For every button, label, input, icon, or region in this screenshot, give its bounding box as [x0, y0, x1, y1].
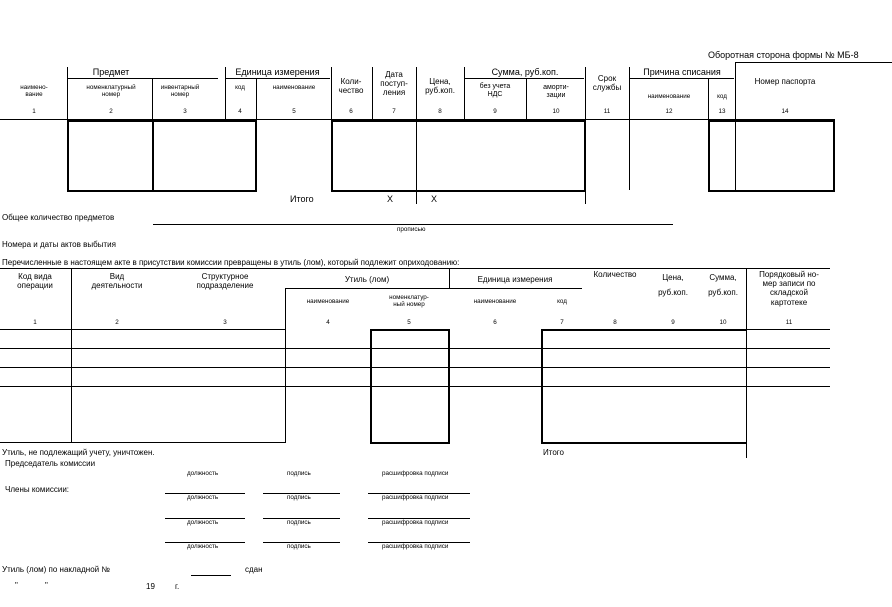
t2-col-unit-name: наименование: [473, 298, 517, 305]
col-number: 5: [292, 108, 296, 115]
t2-col-unit-code: код: [557, 298, 567, 305]
t2-col-scrap-nomen: номенклатур- ный номер: [389, 294, 429, 309]
t2-col-op-code: Код вида операции: [17, 272, 53, 291]
header-sum: Сумма, руб.коп.: [491, 67, 559, 77]
t2-col-price: Цена, руб.коп.: [658, 273, 688, 298]
header-unit: Единица измерения: [235, 67, 320, 77]
col-number: 3: [183, 108, 187, 115]
col-name: наимено- вание: [20, 84, 48, 99]
t2-col-record: Порядковый но- мер записи по складской картотеке: [759, 270, 819, 307]
x-mark: X: [431, 194, 438, 204]
invoice-number-line: [191, 575, 231, 576]
col-number: 1: [32, 108, 36, 115]
col-number: 13: [718, 108, 726, 115]
year-suffix: г.: [175, 582, 180, 591]
handed-label: сдан: [245, 565, 263, 574]
sig-position-label: должность: [187, 543, 219, 550]
date-quote-close: ": [45, 581, 48, 590]
x-mark: X: [387, 194, 394, 204]
t2-group-scrap: Утиль (лом): [344, 275, 390, 284]
table2-total-label: Итого: [543, 448, 564, 457]
col-number: 6: [493, 319, 497, 326]
col-number: 8: [438, 108, 442, 115]
scrap-text: Перечисленные в настоящем акте в присутствии комиссии превращены в утиль (лом), который подлежит оприходованию:: [2, 258, 460, 267]
sig-decoding-label: расшифровка подписи: [382, 470, 449, 477]
col-nomenclature: номенклатурный номер: [86, 84, 136, 99]
sig-signature-label: подпись: [287, 519, 311, 526]
members-label: Члены комиссии:: [5, 485, 70, 494]
date-quote-open: ": [15, 581, 18, 590]
header-subject: Предмет: [92, 67, 130, 77]
col-unit-code: код: [235, 84, 245, 91]
col-price: Цена, руб.коп.: [425, 77, 455, 96]
col-unit-name: наименование: [272, 84, 316, 91]
t2-col-division: Структурное подразделение: [196, 272, 254, 291]
total-items-line: [153, 224, 673, 225]
t2-col-scrap-name: наименование: [306, 298, 350, 305]
col-number: 10: [719, 319, 727, 326]
sig-position-label: должность: [187, 494, 219, 501]
invoice-label: Утиль (лом) по накладной №: [2, 565, 110, 574]
col-qty: Коли- чество: [338, 77, 364, 96]
col-number: 11: [785, 319, 793, 326]
col-number: 4: [238, 108, 242, 115]
table1-total-label: Итого: [290, 194, 314, 204]
col-reason-code: код: [717, 93, 727, 100]
in-words-label: прописью: [397, 226, 426, 233]
chairman-label: Председатель комиссии: [5, 459, 96, 468]
sig-signature-label: подпись: [287, 494, 311, 501]
col-number: 7: [392, 108, 396, 115]
col-service: Срок службы: [592, 74, 622, 93]
col-number: 5: [407, 319, 411, 326]
total-items-label: Общее количество предметов: [2, 213, 115, 222]
col-number: 2: [115, 319, 119, 326]
sig-position-label: должность: [187, 519, 219, 526]
col-number: 12: [665, 108, 673, 115]
sig-position-label: должность: [187, 470, 219, 477]
col-no-vat: без учета НДС: [479, 83, 511, 99]
t2-col-qty: Количество: [593, 270, 637, 279]
sig-decoding-label: расшифровка подписи: [382, 543, 449, 550]
col-number: 9: [493, 108, 497, 115]
col-number: 6: [349, 108, 353, 115]
t2-group-unit: Единица измерения: [477, 275, 553, 284]
col-number: 4: [326, 319, 330, 326]
sig-decoding-label: расшифровка подписи: [382, 519, 449, 526]
col-number: 7: [560, 319, 564, 326]
col-number: 14: [781, 108, 789, 115]
header-reason: Причина списания: [643, 67, 721, 77]
year-prefix: 19: [146, 582, 155, 591]
form-caption: Оборотная сторона формы № МБ-8: [708, 50, 859, 60]
col-number: 8: [613, 319, 617, 326]
col-number: 11: [603, 108, 611, 115]
sig-signature-label: подпись: [287, 543, 311, 550]
acts-label: Номера и даты актов выбытия: [2, 240, 116, 249]
col-number: 9: [671, 319, 675, 326]
col-number: 1: [33, 319, 37, 326]
sig-decoding-label: расшифровка подписи: [382, 494, 449, 501]
col-reason-name: наименование: [647, 93, 691, 100]
sig-signature-label: подпись: [287, 470, 311, 477]
col-date: Дата поступ- ления: [380, 70, 408, 98]
destroyed-label: Утиль, не подлежащий учету, уничтожен.: [2, 448, 155, 457]
col-number: 10: [552, 108, 560, 115]
col-number: 2: [109, 108, 113, 115]
col-amort: аморти- зации: [543, 84, 569, 100]
t2-col-activity: Вид деятельности: [91, 272, 143, 291]
col-inventory: инвентарный номер: [160, 84, 200, 99]
col-passport: Номер паспорта: [754, 77, 816, 86]
col-number: 3: [223, 319, 227, 326]
t2-col-sum: Сумма, руб.коп.: [708, 273, 738, 298]
